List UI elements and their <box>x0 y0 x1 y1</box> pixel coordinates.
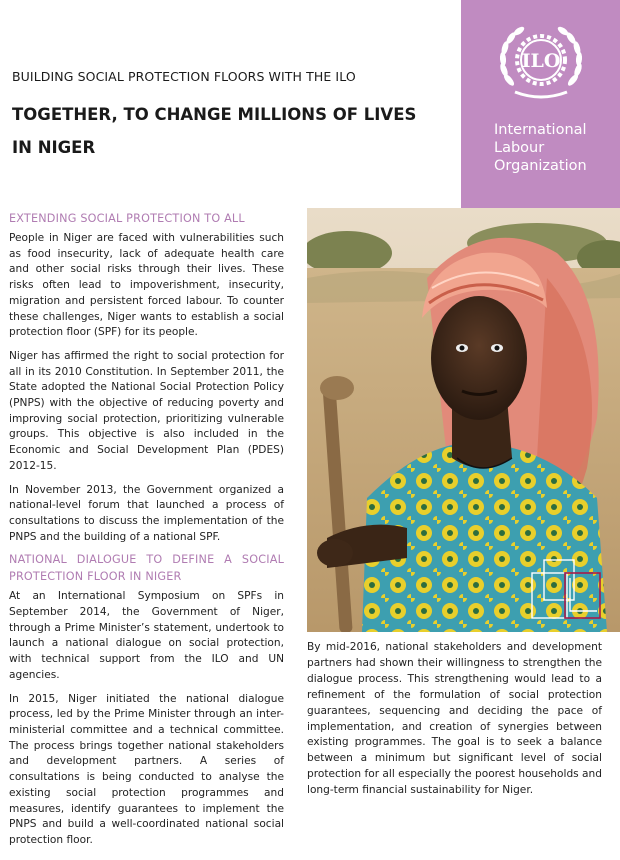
section-heading: EXTENDING SOCIAL PROTECTION TO ALL <box>9 212 245 225</box>
ilo-name-line: Labour <box>494 140 545 156</box>
ilo-logo-icon <box>495 22 587 102</box>
ilo-name-line: Organization <box>494 158 587 174</box>
body-paragraph: In 2015, Niger initiated the national dialogue process, led by the Prime Minister through an inter-ministerial committee and a technical committee. The process brings together national stakeholders and development partners. A series of consultations is being conducted to analyse the existing social protection programmes and measures, identify guarantees to implement the PNPS and build a well-coordinated national social protection floor. <box>9 692 284 846</box>
left-column <box>9 210 284 849</box>
report-kicker: BUILDING SOCIAL PROTECTION FLOORS WITH THE ILO <box>12 69 356 84</box>
ilo-logo-text: ILO <box>521 50 561 72</box>
body-paragraph: By mid-2016, national stakeholders and development partners had shown their willingness to strengthen the dialogue process. This strengthening would lead to a refinement of the formulation of social protection guarantees, sequencing and deciding the pace of implementation, and creation of synergies between existing programmes. The goal is to seek a balance between a minimum but significant level of social protection for all especially the poorest households and long-term financial sustainability for Niger. <box>307 641 602 797</box>
section-heading: NATIONAL DIALOGUE TO DEFINE A SOCIAL PROTECTION FLOOR IN NIGER <box>9 553 284 584</box>
right-column <box>307 640 602 799</box>
page-title: TOGETHER, TO CHANGE MILLIONS OF LIVES IN NIGER <box>12 105 417 157</box>
ilo-brand-panel <box>461 0 620 208</box>
body-paragraph: At an International Symposium on SPFs in September 2014, the Government of Niger, through a Prime Minister’s statement, undertook to launch a national dialogue on social protection, with technical support from the ILO and UN agencies. <box>9 590 284 681</box>
woman-with-pestle-photo <box>307 208 620 632</box>
ilo-name-line: International <box>494 122 587 138</box>
ilo-organization-name <box>494 121 587 175</box>
body-paragraph: In November 2013, the Government organized a national-level forum that launched a process of consultations to discuss the implementation of the PNPS and the building of a national SPF. <box>9 483 284 543</box>
body-paragraph: People in Niger are faced with vulnerabilities such as food insecurity, lack of adequate health care and other social risks through their lives. These risks often lead to impoverishment, insecurity, migration and persistent forced labour. To counter these challenges, Niger wants to establish a social protection floor (SPF) for its people. <box>9 232 284 339</box>
body-paragraph: Niger has affirmed the right to social protection for all in its 2010 Constitution. In September 2011, the State adopted the National Social Protection Policy (PNPS) with the objective of reducing poverty and improving social protection, prioritizing vulnerable groups. This objective is also included in the Economic and Social Development Plan (PDES) 2012-15. <box>9 349 284 472</box>
